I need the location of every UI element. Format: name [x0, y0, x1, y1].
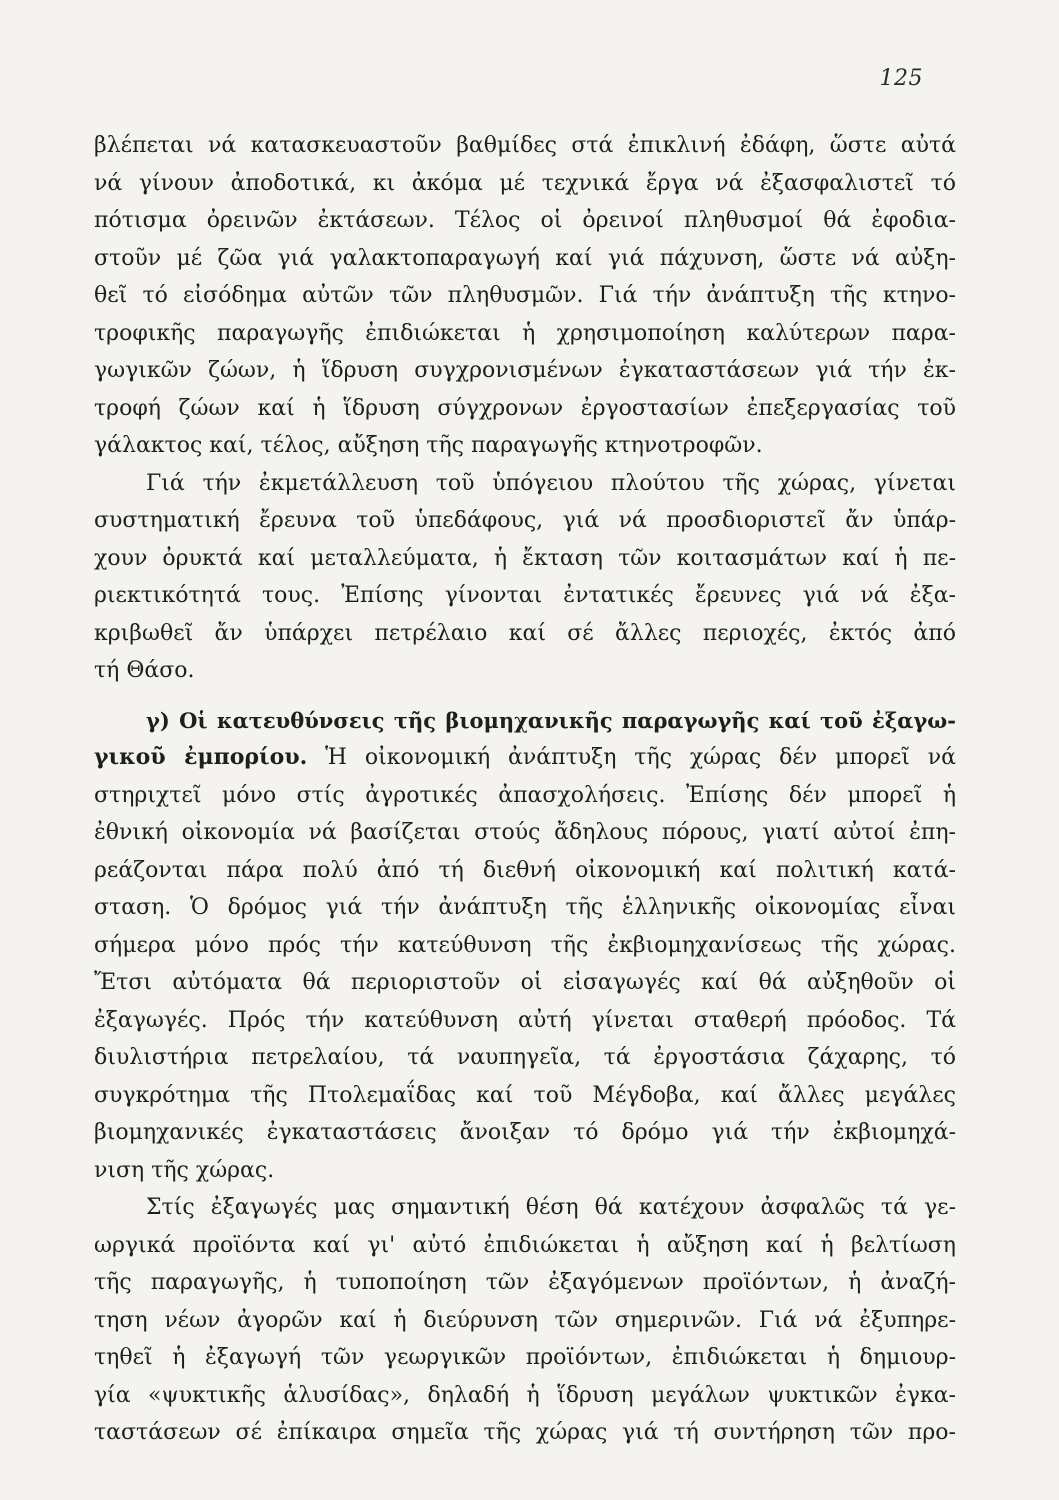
- text-line: νά γίνουν ἀποδοτικά, κι ἀκόμα μέ τεχνικά ἔργα νά ἐξασφαλιστεῖ τό: [94, 170, 956, 196]
- text-line: τηση νέων ἀγορῶν καί ἡ διεύρυνση τῶν σημερινῶν. Γιά νά ἐξυπηρε-: [94, 1307, 956, 1333]
- paragraph: [94, 465, 956, 690]
- text-line: ταστάσεων σέ ἐπίκαιρα σημεῖα τῆς χώρας γιά τή συντήρηση τῶν προ-: [94, 1420, 956, 1445]
- text-line: ἐθνική οἰκονομία νά βασίζεται στούς ἄδηλους πόρους, γιατί αὐτοί ἐπη-: [94, 820, 956, 845]
- text-line: κριβωθεῖ ἄν ὑπάρχει πετρέλαιο καί σέ ἄλλες περιοχές, ἐκτός ἀπό: [94, 620, 956, 646]
- text-line: τροφικῆς παραγωγῆς ἐπιδιώκεται ἡ χρησιμοποίηση καλύτερων παρα-: [94, 320, 956, 346]
- text-line: βιομηχανικές ἐγκαταστάσεις ἄνοιξαν τό δρόμο γιά τήν ἐκβιομηχά-: [94, 1120, 956, 1145]
- section: [94, 702, 956, 1190]
- text-line: τηθεῖ ἡ ἐξαγωγή τῶν γεωργικῶν προϊόντων, ἐπιδιώκεται ἡ δημιουρ-: [94, 1345, 956, 1370]
- text-line: τροφή ζώων καί ἡ ἵδρυση σύγχρονων ἐργοστασίων ἐπεξεργασίας τοῦ: [94, 395, 956, 421]
- text-line: [94, 739, 956, 777]
- text-line: γωγικῶν ζώων, ἡ ἵδρυση συγχρονισμένων ἐγκαταστάσεων γιά τήν ἐκ-: [94, 358, 956, 383]
- text-line: Ἔτσι αὐτόματα θά περιοριστοῦν οἱ εἰσαγωγές καί θά αὐξηθοῦν οἱ: [94, 970, 956, 995]
- text-line: σήμερα μόνο πρός τήν κατεύθυνση τῆς ἐκβιομηχανίσεως τῆς χώρας.: [94, 932, 956, 958]
- text-line: πότισμα ὀρεινῶν ἐκτάσεων. Τέλος οἱ ὀρεινοί πληθυσμοί θά ἐφοδια-: [94, 208, 956, 233]
- text-line: στηριχτεῖ μόνο στίς ἀγροτικές ἀπασχολήσεις. Ἐπίσης δέν μπορεῖ ἡ: [94, 782, 956, 808]
- text-line: ρεάζονται πάρα πολύ ἀπό τή διεθνή οἰκονομική καί πολιτική κατά-: [94, 857, 956, 883]
- section-lead-text: Ἡ οἰκονομική ἀνάπτυξη τῆς χώρας δέν μπορεῖ νά: [307, 745, 956, 770]
- paragraph: [94, 127, 956, 465]
- text-line: συγκρότημα τῆς Πτολεμαΐδας καί τοῦ Μέγδοβα, καί ἄλλες μεγάλες: [94, 1082, 956, 1108]
- text-line: ωργικά προϊόντα καί γι' αὐτό ἐπιδιώκεται ἡ αὔξηση καί ἡ βελτίωση: [94, 1232, 956, 1258]
- text-line: διυλιστήρια πετρελαίου, τά ναυπηγεῖα, τά ἐργοστάσια ζάχαρης, τό: [94, 1045, 956, 1070]
- text-line: ριεκτικότητά τους. Ἐπίσης γίνονται ἐντατικές ἔρευνες γιά νά ἐξα-: [94, 583, 956, 608]
- text-line: Στίς ἐξαγωγές μας σημαντική θέση θά κατέχουν ἀσφαλῶς τά γε-: [146, 1195, 956, 1220]
- text-line: τή Θάσο.: [94, 658, 195, 683]
- text-line: στοῦν μέ ζῶα γιά γαλακτοπαραγωγή καί γιά πάχυνση, ὥστε νά αὐξη-: [94, 245, 956, 271]
- text-line: γία «ψυκτικῆς ἁλυσίδας», δηλαδή ἡ ἵδρυση μεγάλων ψυκτικῶν ἐγκα-: [94, 1382, 956, 1408]
- paragraph: [94, 1189, 956, 1452]
- text-line: συστηματική ἔρευνα τοῦ ὑπεδάφους, γιά νά προσδιοριστεῖ ἄν ὑπάρ-: [94, 508, 956, 533]
- text-line: γάλακτος καί, τέλος, αὔξηση τῆς παραγωγῆς κτηνοτροφῶν.: [94, 433, 763, 458]
- page-body: [94, 127, 956, 1452]
- text-line: χουν ὀρυκτά καί μεταλλεύματα, ἡ ἔκταση τῶν κοιτασμάτων καί ἡ πε-: [94, 545, 956, 571]
- text-line: Γιά τήν ἐκμετάλλευση τοῦ ὑπόγειου πλούτου τῆς χώρας, γίνεται: [146, 470, 956, 496]
- section-heading: γ) Οἱ κατευθύνσεις τῆς βιομηχανικῆς παραγωγῆς καί τοῦ ἐξαγω-: [146, 707, 956, 733]
- text-line: τῆς παραγωγῆς, ἡ τυποποίηση τῶν ἐξαγόμενων προϊόντων, ἡ ἀναζή-: [94, 1270, 956, 1295]
- text-line: θεῖ τό εἰσόδημα αὐτῶν τῶν πληθυσμῶν. Γιά τήν ἀνάπτυξη τῆς κτηνο-: [94, 283, 956, 308]
- text-line: σταση. Ὁ δρόμος γιά τήν ἀνάπτυξη τῆς ἑλληνικῆς οἰκονομίας εἶναι: [94, 895, 956, 920]
- page-number: 125: [879, 66, 923, 91]
- text-line: βλέπεται νά κατασκευαστοῦν βαθμίδες στά ἐπικλινή ἐδάφη, ὥστε αὐτά: [94, 133, 956, 158]
- section-gap: [94, 690, 956, 702]
- text-line: νιση τῆς χώρας.: [94, 1157, 275, 1183]
- text-line: ἐξαγωγές. Πρός τήν κατεύθυνση αὐτή γίνεται σταθερή πρόοδος. Τά: [94, 1007, 956, 1033]
- section-heading-end: γικοῦ ἐμπορίου.: [94, 744, 308, 770]
